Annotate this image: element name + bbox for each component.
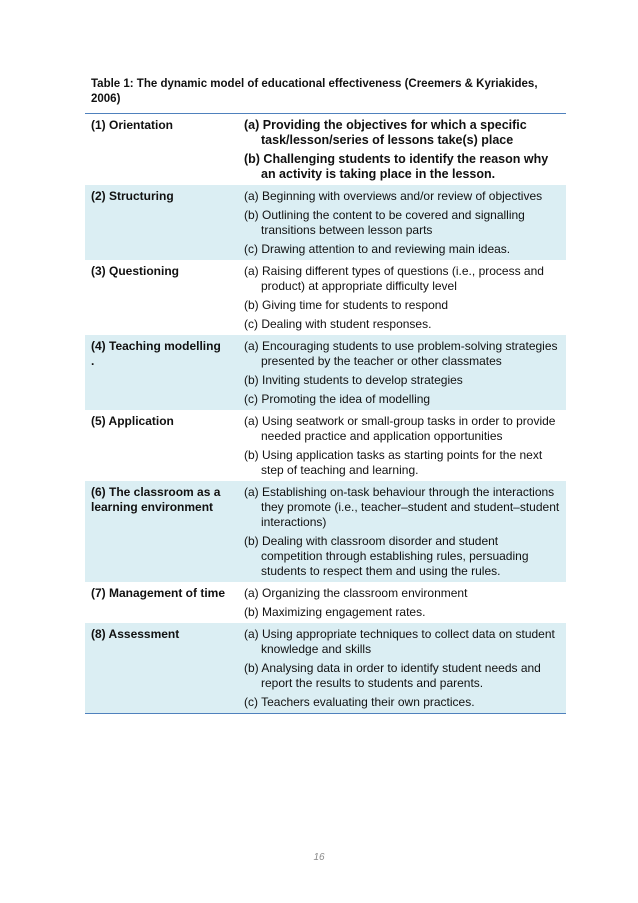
table-row (85, 410, 566, 481)
list-item: (c) Promoting the idea of modelling (244, 392, 431, 406)
table-row (85, 185, 566, 260)
list-item: (a) Using seatwork or small-group tasks in order to provide needed practice and application opportunities (244, 414, 556, 443)
row-content (244, 485, 566, 579)
list-item: (a) Encouraging students to use problem-solving strategies presented by the teacher or other classmates (244, 339, 558, 368)
row-content (244, 586, 566, 620)
list-item: (c) Drawing attention to and reviewing main ideas. (244, 242, 511, 256)
row-label: (4) Teaching modelling . (91, 339, 221, 368)
row-label: (5) Application (91, 414, 174, 428)
list-item: (a) Raising different types of questions (i.e., process and product) at appropriate difficulty level (244, 264, 544, 293)
effectiveness-table (85, 113, 566, 714)
row-label: (6) The classroom as a learning environment (91, 485, 221, 514)
row-content (244, 264, 566, 332)
list-item: (a) Using appropriate techniques to collect data on student knowledge and skills (244, 627, 555, 656)
list-item: (c) Teachers evaluating their own practices. (244, 695, 475, 709)
row-content (244, 339, 566, 407)
list-item: (a) Beginning with overviews and/or review of objectives (244, 189, 543, 203)
row-label: (1) Orientation (91, 118, 174, 132)
row-label: (7) Management of time (91, 586, 226, 600)
list-item: (a) Providing the objectives for which a specific task/lesson/series of lessons take(s) place (244, 118, 527, 147)
row-label: (3) Questioning (91, 264, 179, 278)
list-item: (c) Dealing with student responses. (244, 317, 432, 331)
list-item: (a) Establishing on-task behaviour through the interactions they promote (i.e., teacher–student and student–student interactions) (244, 485, 560, 529)
table-row (85, 114, 566, 185)
row-label: (2) Structuring (91, 189, 174, 203)
list-item: (a) Organizing the classroom environment (244, 586, 468, 600)
row-content (244, 118, 566, 182)
list-item: (b) Dealing with classroom disorder and student competition through establishing rules, persuading students to respect them and using the rules. (244, 534, 529, 578)
table-row (85, 582, 566, 623)
table-caption: Table 1: The dynamic model of educational effectiveness (Creemers & Kyriakides, 2006) (91, 78, 538, 105)
list-item: (b) Maximizing engagement rates. (244, 605, 426, 619)
table-row (85, 335, 566, 410)
page-number: 16 (313, 852, 325, 863)
list-item: (b) Analysing data in order to identify student needs and report the results to students and parents. (244, 661, 541, 690)
list-item: (b) Outlining the content to be covered and signalling transitions between lesson parts (244, 208, 525, 237)
list-item: (b) Challenging students to identify the reason why an activity is taking place in the lesson. (244, 152, 549, 181)
table-row (85, 623, 566, 713)
row-label: (8) Assessment (91, 627, 180, 641)
row-content (244, 627, 566, 710)
row-content (244, 414, 566, 478)
row-content (244, 189, 566, 257)
list-item: (b) Using application tasks as starting points for the next step of teaching and learning. (244, 448, 543, 477)
table-row (85, 260, 566, 335)
table-row (85, 481, 566, 582)
list-item: (b) Inviting students to develop strategies (244, 373, 463, 387)
list-item: (b) Giving time for students to respond (244, 298, 449, 312)
